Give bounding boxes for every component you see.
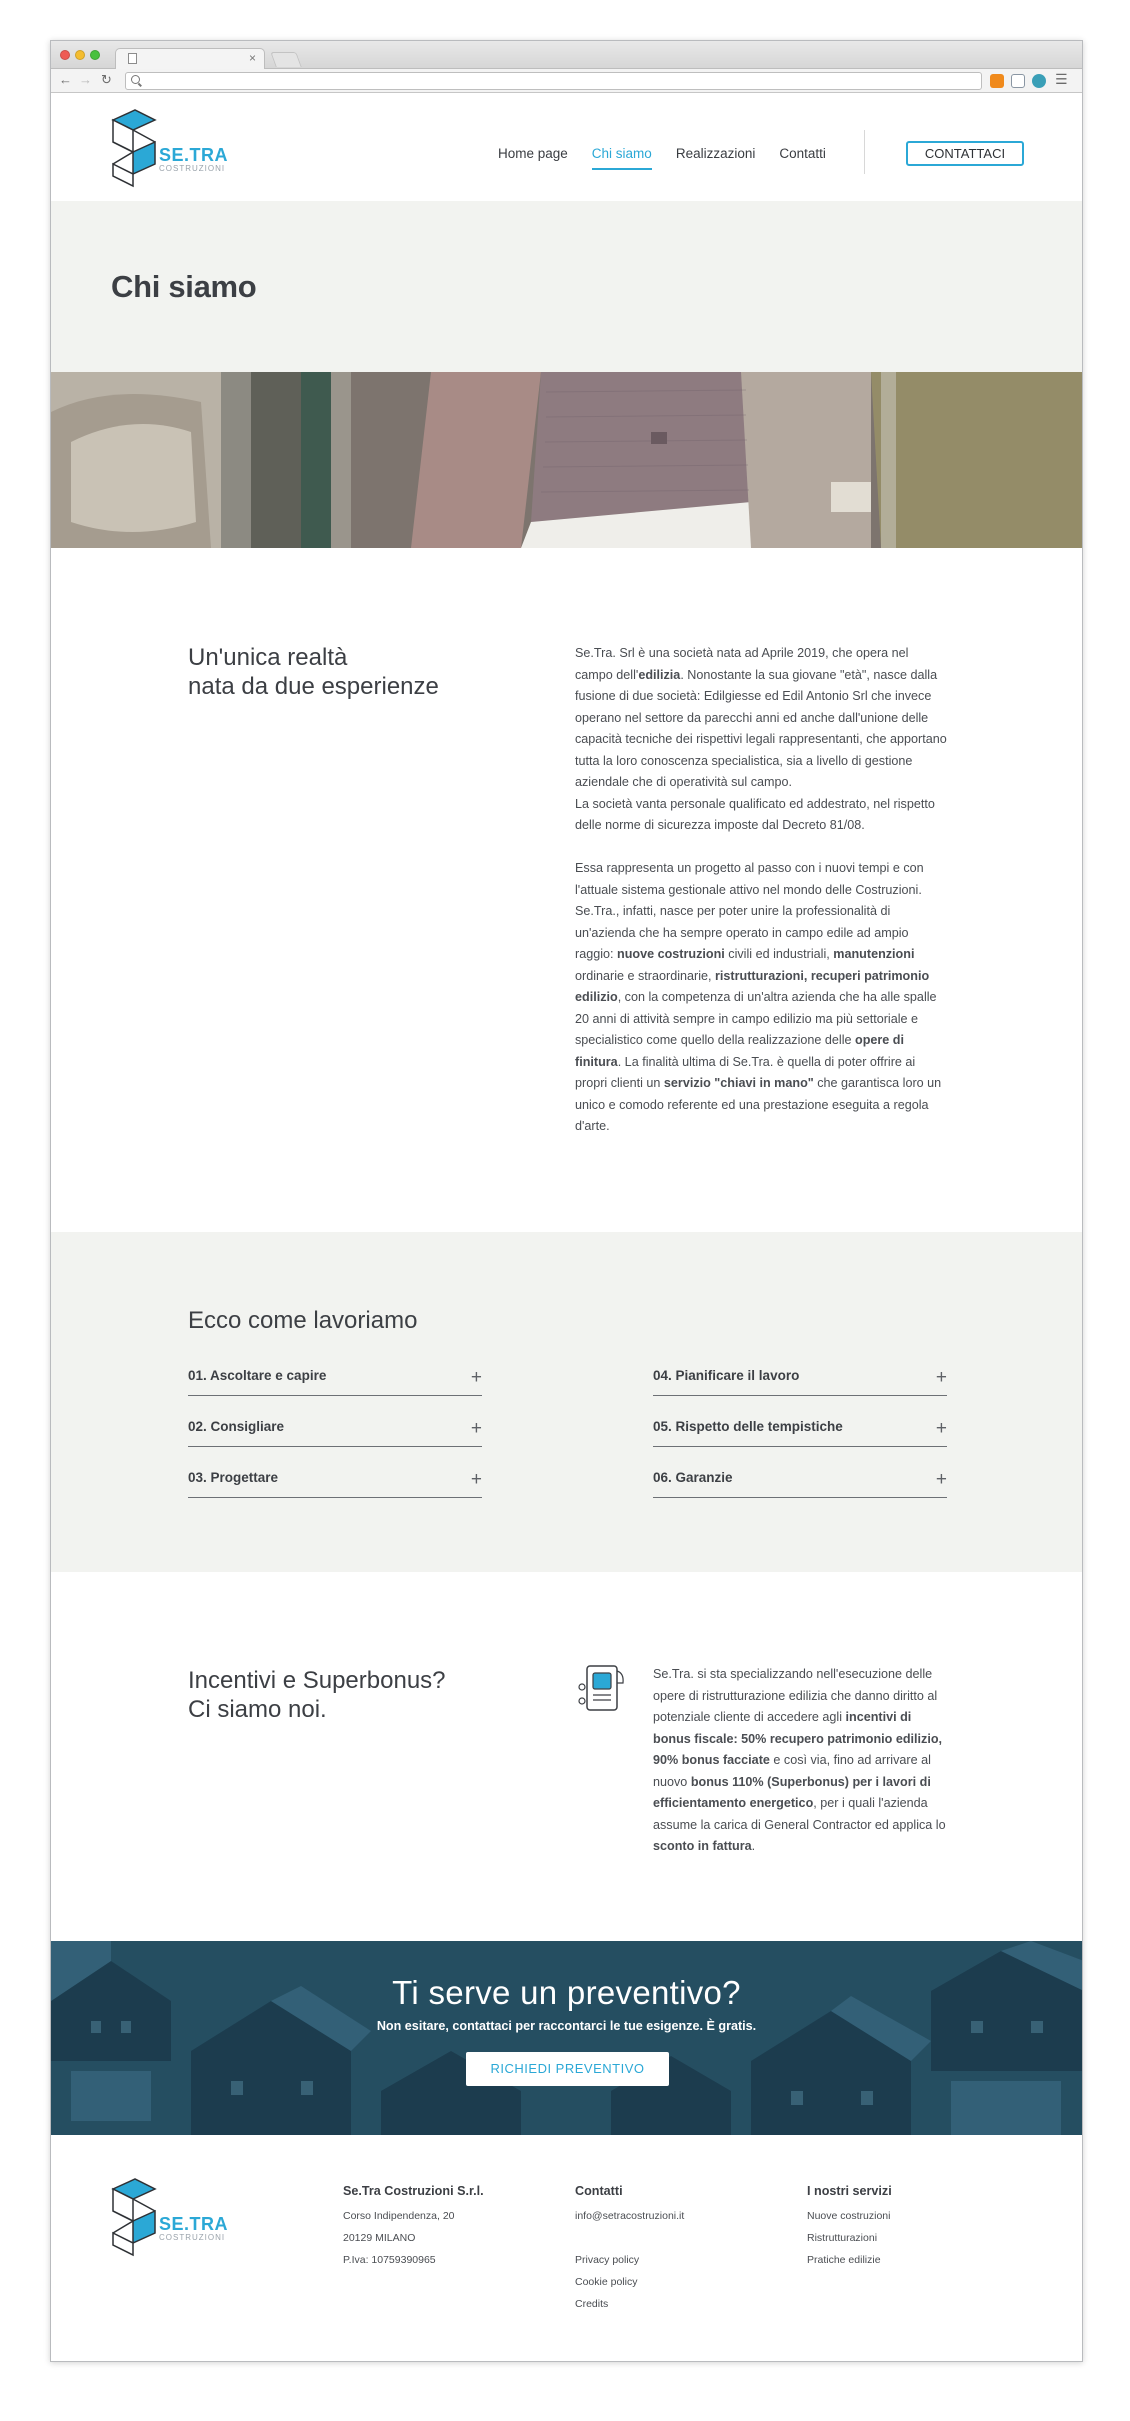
footer-address: Corso Indipendenza, 20 [343,2210,455,2222]
footer-company [343,2180,484,2271]
nav-divider [864,130,865,174]
accordion-item-consigliare[interactable] [188,1419,482,1447]
footer-contacts [575,2180,684,2315]
window-controls [60,50,100,60]
tax-document-icon [577,1663,627,1715]
intro-heading [188,643,508,701]
back-arrow-icon[interactable]: ← [59,72,72,87]
footer-vat: P.Iva: 10759390965 [343,2254,436,2266]
logo-mark-icon [111,108,157,188]
aerial-rooftop-image [51,372,1082,548]
intro-heading-line1: Un'unica realtà [188,644,348,671]
plus-icon[interactable]: + [935,1367,947,1388]
reload-icon[interactable]: ↻ [101,72,112,87]
main-navigation [498,146,826,161]
maximize-window-button[interactable] [90,50,100,60]
intro-section [51,548,1082,1232]
accordion-label: 01. Ascoltare e capire [188,1368,327,1383]
intro-heading-line2: nata da due esperienze [188,673,439,700]
houses-background-image [51,1941,1082,2135]
privacy-policy-link[interactable]: Privacy policy [575,2254,640,2266]
service-nuove-costruzioni[interactable]: Nuove costruzioni [807,2210,891,2222]
intro-text [575,643,947,1159]
logo-subtitle: COSTRUZIONI [159,164,226,173]
bonus-text: Se.Tra. si sta specializzando nell'esecuzione delle opere di ristrutturazione edilizia che danno diritto al potenziale cliente di accedere agli incentivi di bonus fiscale: 50% recupero patrimonio edilizio, 90% bonus facciate e così via, fino ad arrivare al nuovo bonus 110% (Superbonus) per i lavori di efficientamento energetico, per i quali l'azienda assume la carica di General Contractor ed applica lo sconto in fattura. [653,1667,946,1853]
intro-paragraph-1: Se.Tra. Srl è una società nata ad Aprile 2019, che opera nel campo dell'edilizia. Nonostante la sua giovane "età", nasce dalla fusione di due società: Edilgiesse ed Edil Antonio Srl che invece operano nel settore da parecchi anni ed anche dall'unione delle capacità tecniche dei rispettivi legali rappresentanti, che apportano tutta la loro conoscenza specialistica, sia a livello di gestione aziendale che di operatività sul campo. La società vanta personale qualificato ed addestrato, nel rispetto delle norme di sicurezza imposte dal Decreto 81/08. [575,646,947,832]
plus-icon[interactable]: + [935,1469,947,1490]
superbonus-section [51,1572,1082,1941]
accordion-item-tempistiche[interactable] [653,1419,947,1447]
setra-logo[interactable] [111,108,241,188]
aerial-photo [51,372,1082,548]
site-footer [51,2135,1082,2355]
plus-icon[interactable]: + [470,1469,482,1490]
accordion-label: 04. Pianificare il lavoro [653,1368,800,1383]
accordion-label: 02. Consigliare [188,1419,285,1434]
nav-home[interactable]: Home page [498,146,568,161]
cookie-policy-link[interactable]: Cookie policy [575,2276,638,2288]
accordion-item-garanzie[interactable] [653,1470,947,1498]
browser-toolbar [51,69,1082,93]
page-title: Chi siamo [111,269,257,304]
intro-paragraph-2: Essa rappresenta un progetto al passo con i nuovi tempi e con l'attuale sistema gestionale attivo nel mondo delle Costruzioni. Se.Tra., infatti, nasce per poter unire la professionalità di un'azienda che ha sempre operato in campo edile ad ampio raggio: nuove costruzioni civili ed industriali, manutenzioni ordinarie e straordinarie, ristrutturazioni, recuperi patrimonio edilizio, con la competenza di un'altra azienda che ha alle spalle 20 anni di attività sempre in campo edilizio ma più settoriale e specialistico come quello della realizzazione delle opere di finitura. La finalità ultima di Se.Tra. è quella di poter offrire ai propri clienti un servizio "chiavi in mano" che garantisca loro un unico e comodo referente ed una prestazione eseguita a regola d'arte. [575,861,942,1133]
logo-wordmark: SE.TRA [159,2214,229,2234]
tab-close-button[interactable]: × [248,51,256,65]
extension-icon[interactable] [990,74,1004,88]
forward-arrow-icon[interactable]: → [79,72,92,87]
logo-wordmark: SE.TRA [159,145,229,165]
quote-banner [51,1941,1082,2135]
new-tab-button[interactable] [270,52,301,67]
quote-title: Ti serve un preventivo? [392,1974,741,2011]
page-title-band [51,201,1082,372]
nav-contatti[interactable]: Contatti [779,146,826,161]
service-pratiche-edilizie[interactable]: Pratiche edilizie [807,2254,881,2266]
footer-contacts-title: Contatti [575,2184,623,2198]
bonus-heading-line1: Incentivi e Superbonus? [188,1667,446,1694]
nav-realizzazioni[interactable]: Realizzazioni [675,146,756,161]
address-bar[interactable] [125,72,982,90]
footer-email-link[interactable]: info@setracostruzioni.it [575,2210,685,2222]
search-icon [131,75,140,84]
accordion-item-progettare[interactable] [188,1470,482,1498]
minimize-window-button[interactable] [75,50,85,60]
quote-subtitle: Non esitare, contattaci per raccontarci le tue esigenze. È gratis. [376,2019,757,2033]
browser-tab-strip [51,41,1082,69]
plus-icon[interactable]: + [935,1418,947,1439]
browser-window [50,40,1083,2362]
accordion-label: 05. Rispetto delle tempistiche [653,1419,843,1434]
contattaci-button[interactable]: CONTATTACI [906,141,1024,166]
menu-icon[interactable]: ☰ [1055,71,1068,87]
plus-icon[interactable]: + [470,1418,482,1439]
logo-mark-icon [111,2177,157,2257]
close-window-button[interactable] [60,50,70,60]
site-header [51,93,1082,201]
footer-services [807,2180,892,2271]
accordion-item-pianificare[interactable] [653,1368,947,1396]
footer-city: 20129 MILANO [343,2232,416,2244]
browser-tab[interactable] [115,48,265,69]
footer-services-title: I nostri servizi [807,2184,892,2198]
bonus-heading [188,1666,446,1724]
globe-icon[interactable] [1032,74,1046,88]
work-heading: Ecco come lavoriamo [188,1307,418,1334]
footer-logo[interactable] [111,2177,241,2257]
nav-chi-siamo[interactable]: Chi siamo [591,146,652,161]
credits-link[interactable]: Credits [575,2298,609,2310]
accordion-item-ascoltare[interactable] [188,1368,482,1396]
accordion-label: 06. Garanzie [653,1470,733,1485]
accordion-label: 03. Progettare [188,1470,279,1485]
logo-subtitle: COSTRUZIONI [159,2233,226,2242]
footer-company-title: Se.Tra Costruzioni S.r.l. [343,2184,484,2198]
service-ristrutturazioni[interactable]: Ristrutturazioni [807,2232,878,2244]
plus-icon[interactable]: + [470,1367,482,1388]
richiedi-preventivo-button[interactable]: RICHIEDI PREVENTIVO [466,2052,669,2086]
screenshot-icon[interactable] [1011,74,1025,88]
document-icon [128,53,137,64]
how-we-work-section [51,1232,1082,1572]
bonus-heading-line2: Ci siamo noi. [188,1696,327,1723]
